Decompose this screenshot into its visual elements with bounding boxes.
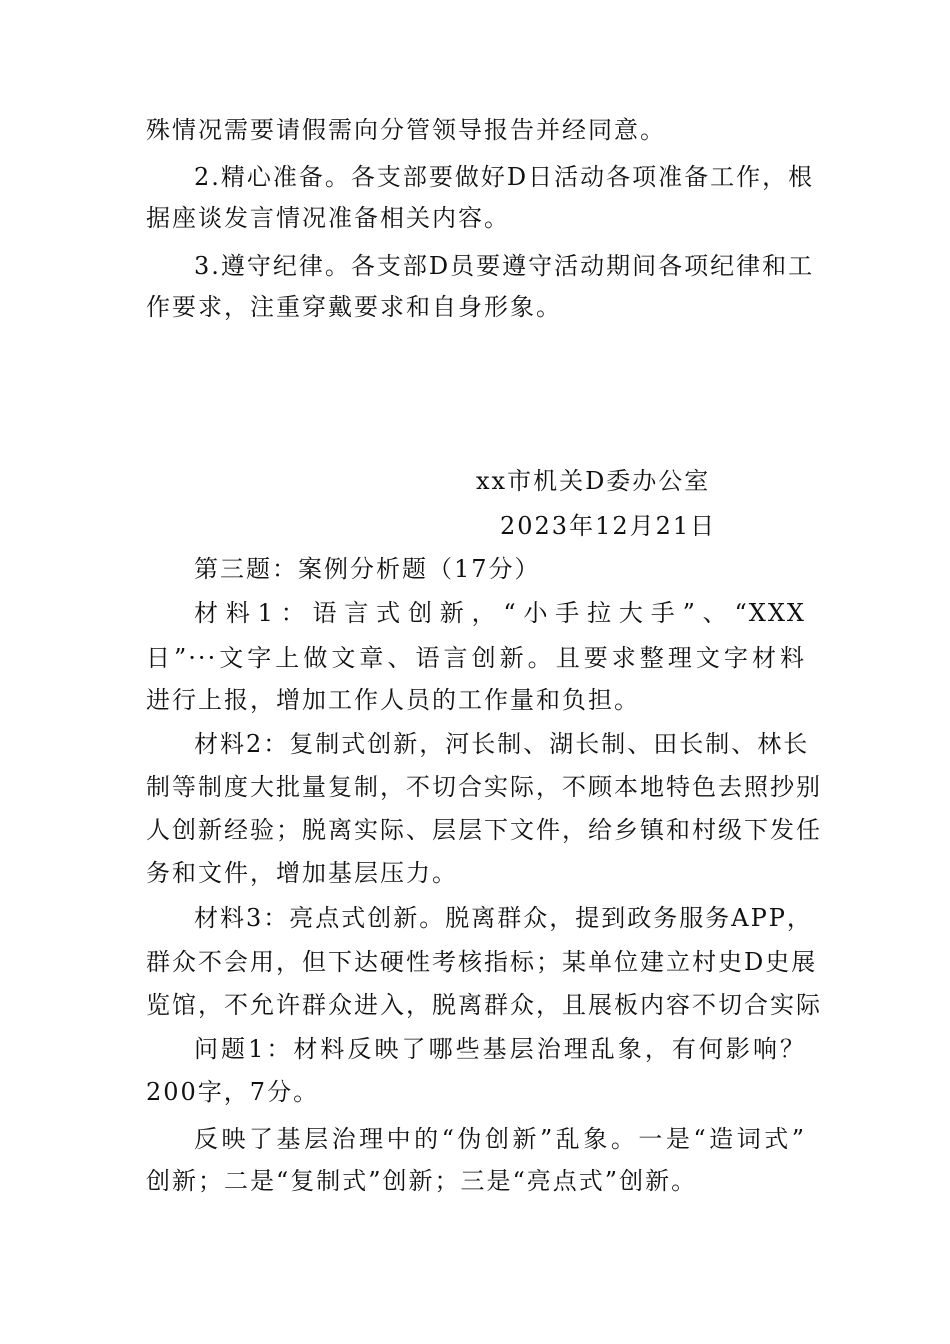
material-3-line: 材料3：亮点式创新。脱离群众，提到政务服务APP， — [194, 904, 813, 932]
material-1-line: 材料1：语言式创新，“小手拉大手”、“XXX — [194, 599, 806, 627]
answer-line: 创新；二是“复制式”创新；三是“亮点式”创新。 — [146, 1167, 698, 1195]
material-2-line: 材料2：复制式创新，河长制、湖长制、田长制、林长 — [194, 730, 810, 758]
question-line: 问题1：材料反映了哪些基层治理乱象，有何影响？ — [194, 1035, 806, 1063]
paragraph-line: 2.精心准备。各支部要做好D日活动各项准备工作，根 — [194, 163, 815, 191]
section-title: 第三题：案例分析题（17分） — [194, 555, 541, 583]
paragraph-line: 作要求，注重穿戴要求和自身形象。 — [146, 293, 562, 321]
answer-line: 反映了基层治理中的“伪创新”乱象。一是“造词式” — [194, 1125, 806, 1153]
material-1-line: 进行上报，增加工作人员的工作量和负担。 — [146, 686, 640, 714]
signature-date: 2023年12月21日 — [500, 512, 717, 540]
material-3-line: 览馆，不允许群众进入，脱离群众，且展板内容不切合实际 — [146, 991, 822, 1019]
signature-office: xx市机关D委办公室 — [476, 467, 711, 495]
material-3-line: 群众不会用，但下达硬性考核指标；某单位建立村史D史展 — [146, 948, 818, 976]
material-2-line: 制等制度大批量复制，不切合实际，不顾本地特色去照抄别 — [146, 773, 822, 801]
question-line: 200字，7分。 — [146, 1078, 320, 1106]
material-1-line: 日”···文字上做文章、语言创新。且要求整理文字材料 — [146, 644, 806, 672]
material-2-line: 人创新经验；脱离实际、层层下文件，给乡镇和村级下发任 — [146, 816, 822, 844]
paragraph-line: 3.遵守纪律。各支部D员要遵守活动期间各项纪律和工 — [194, 252, 815, 280]
paragraph-line: 据座谈发言情况准备相关内容。 — [146, 204, 510, 232]
paragraph-line: 殊情况需要请假需向分管领导报告并经同意。 — [146, 116, 666, 144]
material-2-line: 务和文件，增加基层压力。 — [146, 859, 458, 887]
